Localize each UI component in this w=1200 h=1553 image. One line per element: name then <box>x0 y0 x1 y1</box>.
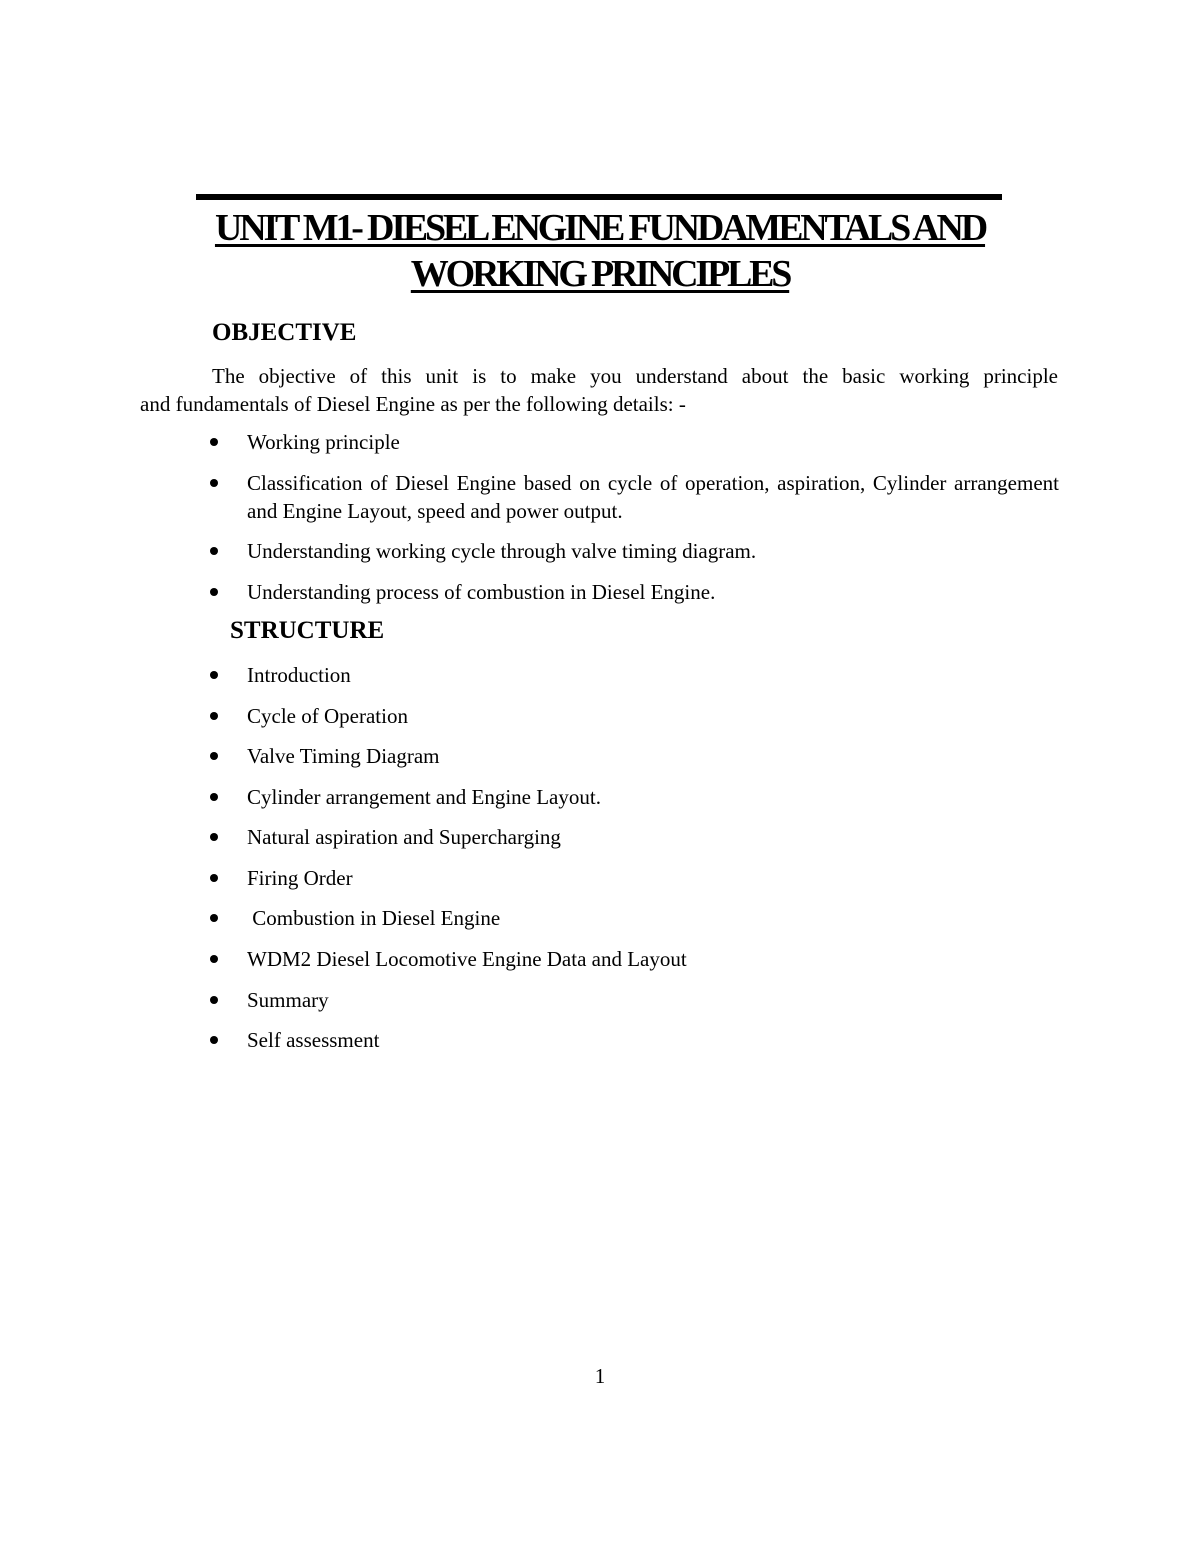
objective-heading: OBJECTIVE <box>212 319 357 346</box>
objective-item-text: Understanding process of combustion in Diesel Engine. <box>247 580 716 604</box>
objective-intro-line-1: The objective of this unit is to make you understand about the basic working principle <box>212 364 1058 388</box>
structure-item-text: Firing Order <box>247 866 353 890</box>
bullet-icon <box>210 1036 218 1044</box>
bullet-icon <box>210 914 218 922</box>
bullet-icon <box>210 712 218 720</box>
structure-item-text: Combustion in Diesel Engine <box>247 906 501 930</box>
title-top-rule <box>196 194 1002 200</box>
structure-item-text: Self assessment <box>247 1028 380 1052</box>
objective-item-text: Working principle <box>247 430 400 454</box>
unit-title-line-1: UNIT M1- DIESEL ENGINE FUNDAMENTALS AND <box>214 207 986 249</box>
bullet-icon <box>210 833 218 841</box>
bullet-icon <box>210 479 218 487</box>
structure-item-text: Valve Timing Diagram <box>247 744 440 768</box>
structure-item-text: Cylinder arrangement and Engine Layout. <box>247 785 601 809</box>
objective-intro-line-2: and fundamentals of Diesel Engine as per the following details: - <box>140 392 686 416</box>
structure-item-text: Introduction <box>247 663 351 687</box>
objective-item-text: Understanding working cycle through valve timing diagram. <box>247 539 757 563</box>
bullet-icon <box>210 588 218 596</box>
structure-item-text: Cycle of Operation <box>247 704 408 728</box>
unit-title-line-2: WORKING PRINCIPLES <box>410 253 790 295</box>
objective-item-text: Classification of Diesel Engine based on cycle of operation, aspiration, Cylinder arrangement and Engine Layout, speed and power output. <box>247 471 1059 523</box>
structure-item-text: WDM2 Diesel Locomotive Engine Data and Layout <box>247 947 687 971</box>
bullet-icon <box>210 671 218 679</box>
bullet-icon <box>210 438 218 446</box>
structure-heading: STRUCTURE <box>230 617 385 644</box>
page-number: 1 <box>594 1364 606 1388</box>
bullet-icon <box>210 996 218 1004</box>
bullet-icon <box>210 547 218 555</box>
structure-item-text: Natural aspiration and Supercharging <box>247 825 561 849</box>
bullet-icon <box>210 752 218 760</box>
bullet-icon <box>210 874 218 882</box>
bullet-icon <box>210 793 218 801</box>
structure-item-text: Summary <box>247 988 329 1012</box>
bullet-icon <box>210 955 218 963</box>
